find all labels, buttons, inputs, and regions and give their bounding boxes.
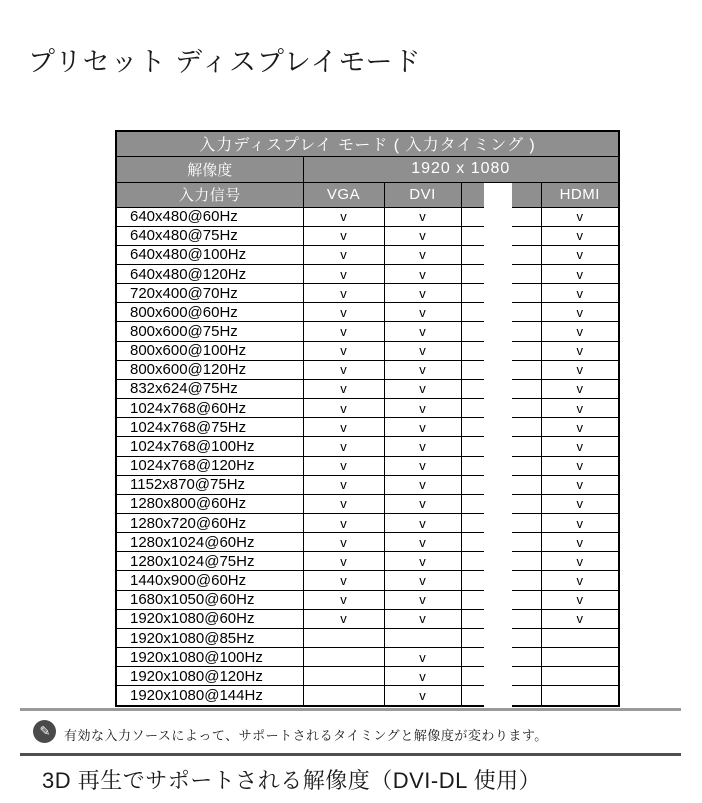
mode-label: 1280x1024@60Hz (116, 533, 303, 552)
support-check: v (303, 264, 384, 283)
support-check: v (541, 418, 619, 437)
table-row (116, 245, 619, 264)
support-check (384, 628, 461, 647)
support-check: v (303, 322, 384, 341)
mode-label: 1440x900@60Hz (116, 571, 303, 590)
support-check (303, 628, 384, 647)
mode-label: 1920x1080@120Hz (116, 667, 303, 686)
support-check: v (541, 284, 619, 303)
mode-label: 1280x1024@75Hz (116, 552, 303, 571)
mode-label: 800x600@120Hz (116, 360, 303, 379)
mode-label: 640x480@120Hz (116, 264, 303, 283)
mode-label: 1920x1080@60Hz (116, 609, 303, 628)
mode-label: 1280x720@60Hz (116, 514, 303, 533)
mode-label: 720x400@70Hz (116, 284, 303, 303)
support-check: v (303, 399, 384, 418)
mode-label: 1920x1080@100Hz (116, 648, 303, 667)
support-check: v (384, 264, 461, 283)
table-row (116, 648, 619, 667)
pencil-note-icon (33, 720, 56, 743)
support-check: v (384, 399, 461, 418)
support-check: v (303, 590, 384, 609)
support-check: v (384, 590, 461, 609)
support-check: v (303, 341, 384, 360)
table-row (116, 418, 619, 437)
mode-label: 640x480@75Hz (116, 226, 303, 245)
table-row (116, 609, 619, 628)
table-title-row (116, 131, 619, 156)
support-check: v (541, 360, 619, 379)
mode-label: 1680x1050@60Hz (116, 590, 303, 609)
table-row (116, 399, 619, 418)
mode-label: 1152x870@75Hz (116, 475, 303, 494)
resolution-value: 1920 x 1080 (303, 156, 619, 182)
input-signal-header-row (116, 182, 619, 207)
mode-label: 800x600@60Hz (116, 303, 303, 322)
section-heading: 3D 再生でサポートされる解像度（DVI-DL 使用） (42, 768, 542, 793)
table-row (116, 379, 619, 398)
support-check: v (541, 379, 619, 398)
support-check: v (384, 379, 461, 398)
support-check: v (384, 360, 461, 379)
support-check: v (303, 226, 384, 245)
support-check: v (303, 418, 384, 437)
table-row (116, 341, 619, 360)
table-body (116, 207, 619, 706)
column-header-vga: VGA (303, 182, 384, 207)
note-top-rule (20, 708, 681, 711)
table-row (116, 494, 619, 513)
mode-label: 1920x1080@85Hz (116, 628, 303, 647)
support-check (541, 667, 619, 686)
table-row (116, 533, 619, 552)
support-check: v (303, 514, 384, 533)
support-check: v (303, 437, 384, 456)
support-check: v (384, 437, 461, 456)
support-check: v (303, 552, 384, 571)
support-check: v (541, 322, 619, 341)
support-check: v (541, 475, 619, 494)
support-check: v (303, 379, 384, 398)
table-row (116, 667, 619, 686)
mode-label: 1024x768@75Hz (116, 418, 303, 437)
support-check: v (541, 303, 619, 322)
support-check: v (541, 399, 619, 418)
column-header-dvi: DVI (384, 182, 461, 207)
support-check: v (303, 571, 384, 590)
preset-display-modes-table-wrap (115, 130, 620, 707)
redaction-overlay (484, 183, 512, 708)
mode-label: 1920x1080@144Hz (116, 686, 303, 706)
support-check: v (541, 494, 619, 513)
mode-label: 640x480@60Hz (116, 207, 303, 226)
mode-label: 1024x768@100Hz (116, 437, 303, 456)
support-check (303, 648, 384, 667)
support-check: v (541, 514, 619, 533)
support-check: v (303, 456, 384, 475)
support-check: v (384, 494, 461, 513)
table-row (116, 628, 619, 647)
support-check: v (541, 245, 619, 264)
support-check: v (541, 264, 619, 283)
support-check: v (303, 494, 384, 513)
support-check: v (384, 667, 461, 686)
table-row (116, 303, 619, 322)
support-check: v (541, 207, 619, 226)
support-check: v (541, 552, 619, 571)
mode-label: 1024x768@60Hz (116, 399, 303, 418)
support-check (541, 648, 619, 667)
note-text: 有効な入力ソースによって、サポートされるタイミングと解像度が変わります。 (64, 728, 548, 743)
resolution-row (116, 156, 619, 182)
table-row (116, 284, 619, 303)
support-check: v (384, 284, 461, 303)
mode-label: 800x600@100Hz (116, 341, 303, 360)
mode-label: 1024x768@120Hz (116, 456, 303, 475)
support-check: v (384, 456, 461, 475)
support-check (541, 686, 619, 706)
mode-label: 832x624@75Hz (116, 379, 303, 398)
support-check: v (384, 303, 461, 322)
table-row (116, 552, 619, 571)
support-check: v (384, 514, 461, 533)
support-check: v (384, 571, 461, 590)
support-check: v (303, 360, 384, 379)
support-check: v (303, 284, 384, 303)
support-check (303, 686, 384, 706)
table-row (116, 514, 619, 533)
support-check: v (303, 303, 384, 322)
support-check: v (541, 609, 619, 628)
support-check: v (384, 552, 461, 571)
support-check: v (541, 456, 619, 475)
table-row (116, 360, 619, 379)
table-row (116, 264, 619, 283)
table-row (116, 207, 619, 226)
support-check (303, 667, 384, 686)
resolution-label: 解像度 (116, 156, 303, 182)
pencil-glyph: ✎ (39, 723, 51, 739)
support-check: v (303, 609, 384, 628)
section-divider-rule (20, 753, 681, 756)
table-row (116, 475, 619, 494)
table-row (116, 322, 619, 341)
support-check: v (384, 533, 461, 552)
page-title: プリセット ディスプレイモード (28, 47, 422, 77)
column-header-hdmi: HDMI (541, 182, 619, 207)
support-check: v (384, 609, 461, 628)
input-signal-label: 入力信号 (116, 182, 303, 207)
support-check: v (384, 207, 461, 226)
mode-label: 640x480@100Hz (116, 245, 303, 264)
support-check: v (384, 341, 461, 360)
support-check: v (384, 686, 461, 706)
table-row (116, 226, 619, 245)
support-check: v (303, 207, 384, 226)
table-row (116, 456, 619, 475)
support-check: v (384, 648, 461, 667)
table-row (116, 590, 619, 609)
table-row (116, 437, 619, 456)
support-check: v (541, 341, 619, 360)
support-check: v (541, 226, 619, 245)
support-check: v (384, 475, 461, 494)
table-row (116, 686, 619, 706)
support-check: v (541, 590, 619, 609)
support-check: v (303, 533, 384, 552)
mode-label: 1280x800@60Hz (116, 494, 303, 513)
table-row (116, 571, 619, 590)
support-check: v (541, 571, 619, 590)
support-check: v (303, 245, 384, 264)
support-check: v (384, 226, 461, 245)
support-check (541, 628, 619, 647)
support-check: v (541, 437, 619, 456)
table-title: 入力ディスプレイ モード ( 入力タイミング ) (116, 131, 619, 156)
support-check: v (384, 245, 461, 264)
support-check: v (384, 322, 461, 341)
support-check: v (541, 533, 619, 552)
preset-display-modes-table (115, 130, 620, 707)
mode-label: 800x600@75Hz (116, 322, 303, 341)
support-check: v (384, 418, 461, 437)
support-check: v (303, 475, 384, 494)
